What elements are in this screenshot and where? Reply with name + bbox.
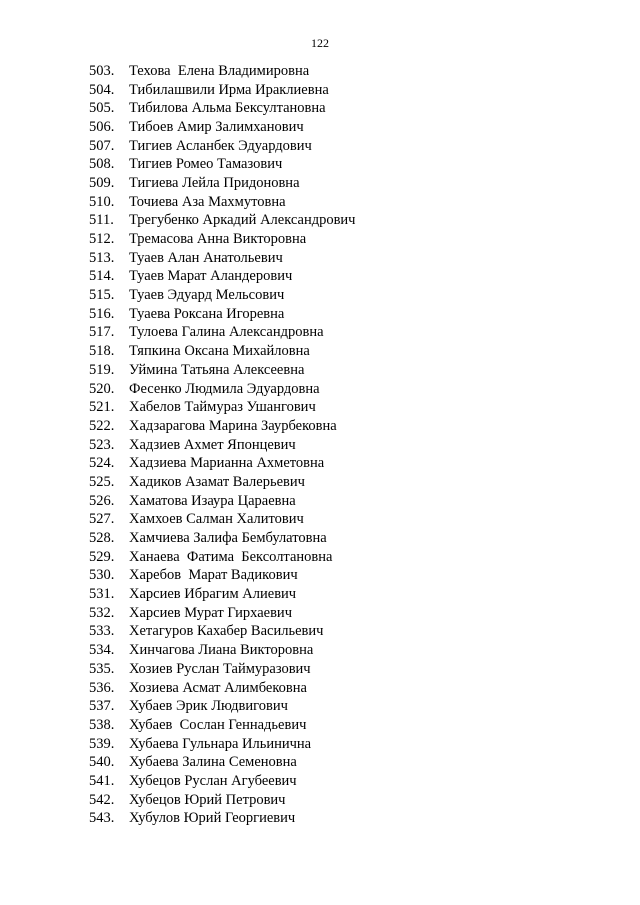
- item-name: Хамхоев Салман Халитович: [129, 511, 304, 528]
- list-item: [89, 81, 355, 100]
- item-number: 542.: [89, 791, 115, 808]
- item-name: Хабелов Таймураз Ушангович: [129, 399, 316, 416]
- item-number: 526.: [89, 492, 115, 509]
- item-name: Тигиева Лейла Придоновна: [129, 174, 300, 191]
- item-name: Хубаев Сослан Геннадьевич: [129, 716, 307, 733]
- item-name: Харебов Марат Вадикович: [129, 567, 298, 584]
- list-item: [89, 342, 355, 361]
- list-item: [89, 324, 355, 343]
- item-number: 521.: [89, 399, 115, 416]
- item-number: 531.: [89, 586, 115, 603]
- item-name: Хубаев Эрик Людвигович: [129, 698, 288, 715]
- item-number: 507.: [89, 137, 115, 154]
- item-number: 517.: [89, 324, 115, 341]
- item-number: 503.: [89, 62, 115, 79]
- item-number: 533.: [89, 623, 115, 640]
- list-item: [89, 810, 355, 829]
- item-number: 508.: [89, 156, 115, 173]
- item-name: Хубецов Руслан Агубеевич: [129, 772, 297, 789]
- item-number: 524.: [89, 455, 115, 472]
- list-item: [89, 436, 355, 455]
- item-name: Хадзиев Ахмет Японцевич: [129, 436, 296, 453]
- list-item: [89, 529, 355, 548]
- list-item: [89, 380, 355, 399]
- list-item: [89, 697, 355, 716]
- item-name: Хубаева Залина Семеновна: [129, 754, 297, 771]
- list-item: [89, 511, 355, 530]
- item-number: 537.: [89, 698, 115, 715]
- item-number: 532.: [89, 604, 115, 621]
- item-number: 505.: [89, 100, 115, 117]
- item-number: 513.: [89, 249, 115, 266]
- list-item: [89, 361, 355, 380]
- item-name: Трегубенко Аркадий Александрович: [129, 212, 356, 229]
- item-name: Тибилова Альма Бексултановна: [129, 100, 326, 117]
- item-number: 536.: [89, 679, 115, 696]
- list-item: [89, 623, 355, 642]
- item-number: 535.: [89, 660, 115, 677]
- list-item: [89, 791, 355, 810]
- item-number: 509.: [89, 174, 115, 191]
- item-number: 529.: [89, 548, 115, 565]
- list-item: [89, 567, 355, 586]
- item-number: 516.: [89, 305, 115, 322]
- item-number: 518.: [89, 343, 115, 360]
- item-number: 539.: [89, 735, 115, 752]
- item-name: Тигиев Ромео Тамазович: [129, 156, 283, 173]
- item-name: Хубаева Гульнара Ильинична: [129, 735, 312, 752]
- item-number: 525.: [89, 473, 115, 490]
- item-number: 528.: [89, 530, 115, 547]
- item-number: 540.: [89, 754, 115, 771]
- list-item: [89, 735, 355, 754]
- item-number: 538.: [89, 716, 115, 733]
- item-number: 504.: [89, 81, 115, 98]
- item-number: 527.: [89, 511, 115, 528]
- item-number: 506.: [89, 118, 115, 135]
- page-number: 122: [311, 36, 329, 50]
- item-number: 523.: [89, 436, 115, 453]
- list-item: [89, 137, 355, 156]
- item-number: 520.: [89, 380, 115, 397]
- item-name: Хамчиева Залифа Бембулатовна: [129, 530, 327, 547]
- item-number: 543.: [89, 810, 115, 827]
- item-name: Ханаева Фатима Бексолтановна: [129, 548, 333, 565]
- list-item: [89, 492, 355, 511]
- list-item: [89, 249, 355, 268]
- item-number: 522.: [89, 417, 115, 434]
- item-number: 519.: [89, 361, 115, 378]
- item-number: 534.: [89, 642, 115, 659]
- item-name: Точиева Аза Махмутовна: [129, 193, 286, 210]
- list-item: [89, 454, 355, 473]
- list-item: [89, 753, 355, 772]
- item-name: Хозиева Асмат Алимбековна: [129, 679, 307, 696]
- list-item: [89, 193, 355, 212]
- item-number: 511.: [89, 212, 114, 229]
- list-item: [89, 62, 355, 81]
- item-name: Туаева Роксана Игоревна: [129, 305, 285, 322]
- list-item: [89, 716, 355, 735]
- item-name: Туаев Алан Анатольевич: [129, 249, 283, 266]
- item-number: 515.: [89, 287, 115, 304]
- list-item: [89, 679, 355, 698]
- item-name: Тяпкина Оксана Михайловна: [129, 343, 310, 360]
- list-item: [89, 155, 355, 174]
- item-number: 541.: [89, 772, 115, 789]
- list-item: [89, 417, 355, 436]
- list-item: [89, 268, 355, 287]
- list-item: [89, 604, 355, 623]
- item-name: Хадиков Азамат Валерьевич: [129, 473, 305, 490]
- item-name: Хозиев Руслан Таймуразович: [129, 660, 311, 677]
- list-item: [89, 660, 355, 679]
- item-name: Хадзарагова Марина Заурбековна: [129, 417, 337, 434]
- item-name: Тулоева Галина Александровна: [129, 324, 324, 341]
- item-name: Харсиев Ибрагим Алиевич: [129, 586, 297, 603]
- list-item: [89, 174, 355, 193]
- item-name: Уймина Татьяна Алексеевна: [129, 361, 305, 378]
- list-item: [89, 286, 355, 305]
- list-item: [89, 212, 355, 231]
- item-name: Тибилашвили Ирма Ираклиевна: [129, 81, 329, 98]
- item-name: Техова Елена Владимировна: [129, 62, 310, 79]
- list-item: [89, 548, 355, 567]
- item-name: Тигиев Асланбек Эдуардович: [129, 137, 312, 154]
- list-item: [89, 473, 355, 492]
- list-item: [89, 99, 355, 118]
- list-item: [89, 641, 355, 660]
- name-list: [89, 62, 355, 828]
- item-name: Хадзиева Марианна Ахметовна: [129, 455, 325, 472]
- list-item: [89, 772, 355, 791]
- item-number: 510.: [89, 193, 115, 210]
- list-item: [89, 230, 355, 249]
- list-item: [89, 118, 355, 137]
- list-item: [89, 398, 355, 417]
- item-name: Хетагуров Кахабер Васильевич: [129, 623, 324, 640]
- item-name: Туаев Марат Аландерович: [129, 268, 293, 285]
- item-number: 514.: [89, 268, 115, 285]
- list-item: [89, 585, 355, 604]
- item-name: Харсиев Мурат Гирхаевич: [129, 604, 292, 621]
- item-name: Хаматова Изаура Цараевна: [129, 492, 296, 509]
- item-name: Хинчагова Лиана Викторовна: [129, 642, 314, 659]
- item-name: Фесенко Людмила Эдуардовна: [129, 380, 320, 397]
- item-name: Хубецов Юрий Петрович: [129, 791, 286, 808]
- item-name: Тремасова Анна Викторовна: [129, 231, 307, 248]
- list-item: [89, 305, 355, 324]
- item-name: Туаев Эдуард Мельсович: [129, 287, 285, 304]
- item-number: 512.: [89, 231, 115, 248]
- item-name: Хубулов Юрий Георгиевич: [129, 810, 296, 827]
- item-name: Тибоев Амир Залимханович: [129, 118, 304, 135]
- item-number: 530.: [89, 567, 115, 584]
